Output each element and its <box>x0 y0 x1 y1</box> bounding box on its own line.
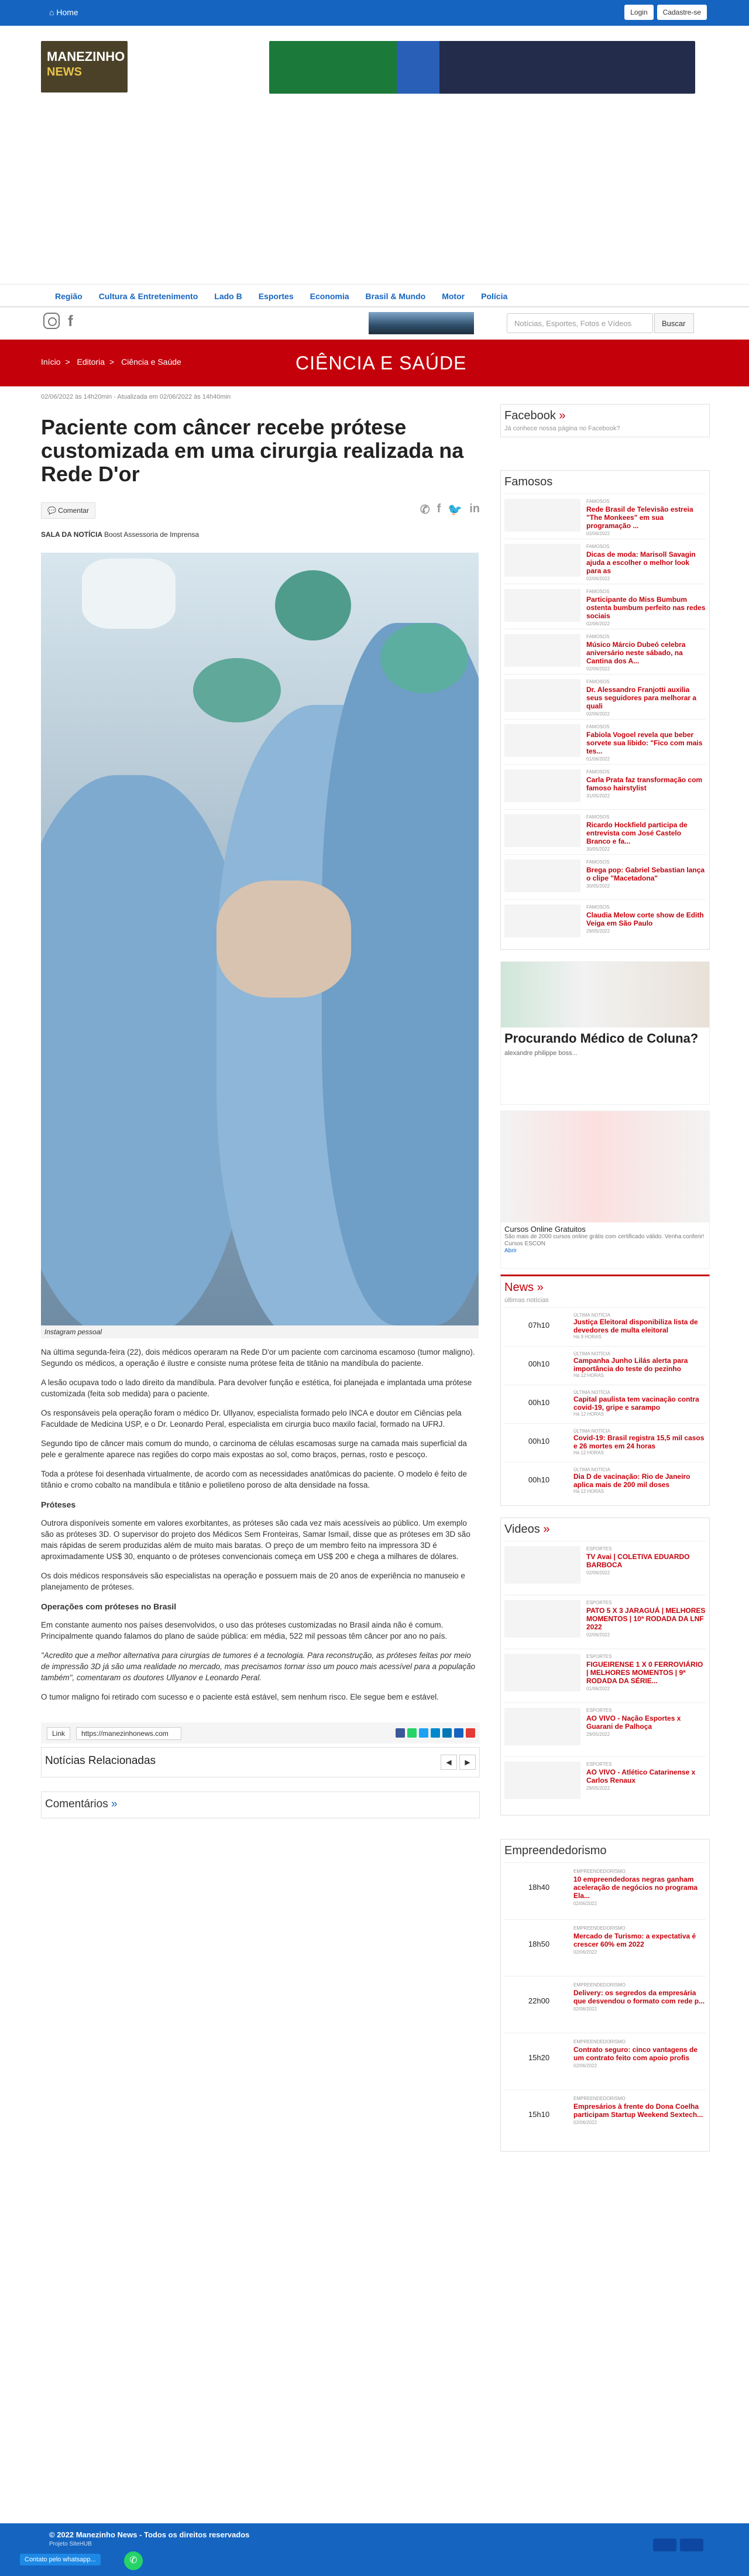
video-thumbnail[interactable] <box>504 1762 580 1799</box>
item-text <box>586 859 706 895</box>
item-time: 00h10 <box>528 1359 550 1368</box>
section-header <box>0 340 749 386</box>
list-item[interactable] <box>504 1307 706 1346</box>
subheading: Próteses <box>41 1500 76 1509</box>
item-time: 15h20 <box>528 2053 550 2062</box>
search-input[interactable]: Notícias, Esportes, Fotos e Vídeos <box>507 313 653 333</box>
list-item[interactable] <box>504 899 706 944</box>
item-time: 00h10 <box>528 1437 550 1445</box>
item-date: 30/05/2022 <box>586 883 610 889</box>
item-text <box>573 1390 706 1419</box>
thumbnail[interactable] <box>504 905 580 937</box>
item-text <box>573 1869 706 1913</box>
item-category: ESPORTES <box>586 1708 612 1713</box>
item-date: Há 9 HORAS <box>573 1334 602 1340</box>
list-item[interactable] <box>504 1423 706 1462</box>
linkedin-icon[interactable] <box>442 1728 452 1738</box>
item-headline[interactable]: AO VIVO - Nação Esportes x Guarani de Palhoça <box>586 1714 681 1731</box>
paragraph: Em constante aumento nos países desenvolvidos, o uso das próteses customizadas no Brasil ainda não é comum. Principalmente quando falamos do plano de saúde pública: em média, 522 mil pessoas têm câncer por ano no país. <box>41 1621 448 1640</box>
twitter-icon[interactable] <box>419 1728 428 1738</box>
ad-banner[interactable] <box>269 41 695 94</box>
list-item[interactable] <box>504 1756 706 1810</box>
list-item[interactable] <box>504 719 706 764</box>
nav-item-5[interactable]: Brasil & Mundo <box>365 292 426 301</box>
item-text <box>586 905 706 940</box>
item-category: FAMOSOS <box>586 544 610 549</box>
item-time: 00h10 <box>528 1475 550 1484</box>
comment-button[interactable]: 💬 Comentar <box>41 502 95 519</box>
item-date: 29/05/2022 <box>586 929 610 934</box>
subheading: Operações com próteses no Brasil <box>41 1602 177 1611</box>
item-category: ÚLTIMA NOTÍCIA <box>573 1467 610 1472</box>
item-date: 02/06/2022 <box>586 1570 610 1575</box>
item-time: 22h00 <box>528 1996 550 2005</box>
list-item[interactable] <box>504 674 706 719</box>
item-category: FAMOSOS <box>586 859 610 865</box>
list-item[interactable] <box>504 1976 706 2033</box>
nav-item-4[interactable]: Economia <box>310 292 349 301</box>
item-text <box>586 589 706 624</box>
item-time: 18h40 <box>528 1883 550 1892</box>
item-time: 18h50 <box>528 1940 550 1948</box>
item-headline[interactable]: Delivery: os segredos da empresária que desvendou o formato com rede p... <box>573 1989 705 2005</box>
item-category: FAMOSOS <box>586 634 610 639</box>
list-item[interactable] <box>504 1862 706 1919</box>
item-headline[interactable]: Dr. Alessandro Franjotti auxilia seus seguidores para melhorar a quali <box>586 686 697 710</box>
article-author: SALA DA NOTÍCIA Boost Assessoria de Imprensa <box>41 530 200 539</box>
signup-button[interactable]: Cadastre-se <box>657 5 707 20</box>
quote-paragraph: "Acredito que a melhor alternativa para cirurgias de tumores é a tecnologia. Para reconstrução, as próteses feitas por meio de impressão 3D já são uma realidade no mercado, mas precisamos tornar isso um pouco mais acessível para a população também", comentaram os doutores Ullyanov e Leonardo Peral. <box>41 1651 476 1682</box>
item-text <box>573 2039 706 2084</box>
article <box>41 393 480 1818</box>
item-headline[interactable]: Justiça Eleitoral disponibiliza lista de devedores de multa eleitoral <box>573 1318 698 1334</box>
videos-widget: Videos » ESPORTES TV Avai | COLETIVA EDUARDO BARBOCA 02/06/2022 ESPORTES PATO 5 X 3 JARAGUÁ | MELHORES MOMENTOS | 10ª RODADA DA LNF 2022 02/06/2022 ESPORTES FIGUEIRENSE 1 X 0 FERROVIÁRIO | MELHORES MOMENTOS | 9ª RODADA DA SÉRIE... 01/06/2022 ESPORTES AO VIVO - Nação Esportes x Guarani de Palhoça 29/05/2022 ESPORTES AO VIVO - Atlético Catarinense x Carlos Renaux 29/05/2022 <box>500 1517 710 1815</box>
item-headline[interactable]: Brega pop: Gabriel Sebastian lança o clipe "Macetadona" <box>586 866 705 882</box>
item-headline[interactable]: Ricardo Hockfield participa de entrevista com José Castelo Branco e fa... <box>586 821 688 845</box>
item-date: Há 12 HORAS <box>573 1373 604 1378</box>
item-headline[interactable]: Covid-19: Brasil registra 15,5 mil casos e 26 mortes em 24 horas <box>573 1434 705 1450</box>
item-text <box>573 1467 706 1496</box>
weather-widget <box>369 312 474 334</box>
item-date: 01/06/2022 <box>586 1686 610 1691</box>
list-item[interactable] <box>504 809 706 854</box>
list-item[interactable] <box>504 764 706 809</box>
top-bar <box>0 0 749 26</box>
footer-logo <box>680 2539 703 2551</box>
famosos-widget: Famosos FAMOSOS Rede Brasil de Televisão estreia "The Monkees" em sua programação ... 02/06/2022 FAMOSOS Dicas de moda: Marisoll Savagin ajuda a escolher o melhor look para as 02/06/2022 FAMOSOS Participante do Miss Bumbum ostenta bumbum perfeito nas redes sociais 02/06/2022 FAMOSOS Músico Márcio Dubeó celebra aniversário neste sábado, na Cantina dos A... 02/06/2022 FAMOSOS Dr. Alessandro Franjotti auxilia seus seguidores para melhorar a quali 02/06/2022 FAMOSOS Fabiola Vogoel revela que beber sorvete sua libido: "Fico com mais tes... 01/06/2022 FAMOSOS Carla Prata faz transformação com famoso hairstylist 31/05/2022 FAMOSOS Ricardo Hockfield participa de entrevista com José Castelo Branco e fa... 30/05/2022 FAMOSOS Brega pop: Gabriel Sebastian lança o clipe "Macetadona" 30/05/2022 FAMOSOS Claudia Melow corte show de Edith Veiga em São Paulo 29/05/2022 <box>500 470 710 950</box>
link-url-field[interactable]: https://manezinhonews.com <box>76 1727 181 1740</box>
twitter-share-icon[interactable]: 🐦 <box>448 503 463 516</box>
item-text <box>586 724 706 762</box>
thumbnail[interactable] <box>504 724 580 757</box>
item-category: ÚLTIMA NOTÍCIA <box>573 1390 610 1395</box>
paragraph: Na última segunda-feira (22), dois médicos operaram na Rede D'or um paciente com carcinoma escamoso (tumor maligno). Segundo os médicos, a operação é ilustre e consiste numa prótese feita de titânio na mandíbula do paciente. <box>41 1348 475 1368</box>
article-meta: 02/06/2022 às 14h20min - Atualizada em 02/06/2022 às 14h40min <box>41 393 231 400</box>
item-date: 29/05/2022 <box>586 1786 610 1791</box>
item-headline[interactable]: Campanha Junho Lilás alerta para importância do teste do pezinho <box>573 1356 688 1373</box>
linkedin-share-icon[interactable]: in <box>469 502 480 515</box>
item-category: ESPORTES <box>586 1546 612 1551</box>
list-item[interactable] <box>504 1919 706 1976</box>
item-headline[interactable]: 10 empreendedoras negras ganham aceleração de negócios no programa Ela... <box>573 1875 698 1900</box>
item-date: 01/06/2022 <box>586 756 610 762</box>
link-label: Link <box>47 1727 70 1740</box>
facebook-widget: Facebook » Já conhece nossa página no Facebook? <box>500 404 710 437</box>
item-category: FAMOSOS <box>586 499 610 504</box>
list-item[interactable] <box>504 629 706 674</box>
footer-logo <box>653 2539 676 2551</box>
item-text <box>586 1762 706 1806</box>
list-item[interactable] <box>504 539 706 584</box>
home-link[interactable]: ⌂ Home <box>49 8 78 17</box>
nav-item-3[interactable]: Esportes <box>258 292 294 301</box>
item-category: EMPREENDEDORISMO <box>573 1982 626 1988</box>
video-thumbnail[interactable] <box>504 1600 580 1638</box>
item-category: ESPORTES <box>586 1762 612 1767</box>
list-item[interactable] <box>504 1595 706 1649</box>
item-text <box>586 814 706 852</box>
next-arrow-icon[interactable]: ▶ <box>459 1755 476 1770</box>
item-headline[interactable]: Empresários à frente do Dona Coelha participam Startup Weekend Sextech... <box>573 2102 703 2119</box>
email-icon[interactable] <box>454 1728 463 1738</box>
more-share-icon[interactable] <box>466 1728 475 1738</box>
item-category: FAMOSOS <box>586 589 610 594</box>
item-text <box>586 1654 706 1698</box>
item-category: EMPREENDEDORISMO <box>573 1926 626 1931</box>
item-category: ESPORTES <box>586 1654 612 1659</box>
facebook-icon[interactable]: f <box>68 312 73 330</box>
list-item[interactable] <box>504 2033 706 2089</box>
list-item[interactable] <box>504 584 706 629</box>
comments-header: Comentários » <box>41 1791 480 1818</box>
thumbnail[interactable] <box>504 859 580 892</box>
item-text <box>586 544 706 579</box>
item-text <box>586 1708 706 1752</box>
breadcrumb-editoria[interactable]: Editoria <box>77 357 105 366</box>
breadcrumb: Início > Editoria > Ciência e Saúde <box>41 357 181 366</box>
item-date: 30/05/2022 <box>586 847 610 852</box>
item-date: 31/05/2022 <box>586 793 610 799</box>
search-button[interactable]: Buscar <box>654 313 694 333</box>
related-news: Notícias Relacionadas ◀ ▶ <box>41 1747 480 1777</box>
item-date: 02/06/2022 <box>586 576 610 581</box>
paragraph: Toda a prótese foi desenhada virtualmente, de acordo com as necessidades anatômicas do paciente. O modelo é feito de titânio e cromo cobalto na mandíbula e titânio e polietileno poroso de alta densidade na fossa. <box>41 1469 467 1489</box>
item-date: Há 12 HORAS <box>573 1489 604 1494</box>
nav-item-7[interactable]: Polícia <box>481 292 508 301</box>
item-date: 02/06/2022 <box>573 2063 597 2068</box>
item-category: FAMOSOS <box>586 679 610 684</box>
item-date: 29/05/2022 <box>586 1732 610 1737</box>
item-headline[interactable]: TV Avai | COLETIVA EDUARDO BARBOCA <box>586 1553 690 1569</box>
photo-caption: Instagram pessoal <box>41 1325 479 1338</box>
item-category: FAMOSOS <box>586 724 610 729</box>
item-time: 00h10 <box>528 1398 550 1407</box>
item-text <box>573 1351 706 1380</box>
breadcrumb-section[interactable]: Ciência e Saúde <box>121 357 181 366</box>
paragraph: Outrora disponíveis somente em valores exorbitantes, as próteses são cada vez mais acessíveis ao público. Um exemplo são as próteses 3D. O supervisor do projeto dos Médicos Sem Fronteiras, Samar Ismail, disse que as próteses em 3D são mais rápidas de serem produzidas além de muito mais baratas. O preço de um membro feito na impressora 3D é aproximadamente US$ 30, enquanto o de próteses convencionais começa em US$ 200 e chega a milhares de dólares. <box>41 1519 470 1561</box>
item-headline[interactable]: Dicas de moda: Marisoll Savagin ajuda a escolher o melhor look para as <box>586 550 696 575</box>
item-text <box>573 1982 706 2027</box>
whatsapp-share-icon[interactable]: ✆ <box>420 503 430 516</box>
item-headline[interactable]: Rede Brasil de Televisão estreia "The Monkees" em sua programação ... <box>586 505 693 530</box>
item-headline[interactable]: Mercado de Turismo: a expectativa é crescer 60% em 2022 <box>573 1932 696 1948</box>
item-text <box>573 1313 706 1341</box>
item-date: 02/06/2022 <box>586 711 610 717</box>
news-widget: News » últimas notícias 07h10 ÚLTIMA NOTÍCIA Justiça Eleitoral disponibiliza lista de devedores de multa eleitoral Há 9 HORAS 00h10 ÚLTIMA NOTÍCIA Campanha Junho Lilás alerta para importância do teste do pezinho Há 12 HORAS 00h10 ÚLTIMA NOTÍCIA Capital paulista tem vacinação contra covid-19, gripe e sarampo Há 12 HORAS 00h10 ÚLTIMA NOTÍCIA Covid-19: Brasil registra 15,5 mil casos e 26 mortes em 24 horas Há 12 HORAS 00h10 ÚLTIMA NOTÍCIA Dia D de vacinação: Rio de Janeiro aplica mais de 200 mil doses Há 12 HORAS <box>500 1275 710 1506</box>
item-category: FAMOSOS <box>586 905 610 910</box>
nav-item-1[interactable]: Cultura & Entretenimento <box>98 292 198 301</box>
thumbnail[interactable] <box>504 634 580 667</box>
video-thumbnail[interactable] <box>504 1708 580 1745</box>
nav-item-6[interactable]: Motor <box>442 292 465 301</box>
item-text <box>586 769 706 804</box>
facebook-share-icon[interactable]: f <box>437 502 441 515</box>
nav-item-0[interactable]: Região <box>55 292 83 301</box>
item-date: 02/06/2022 <box>573 2120 597 2125</box>
item-date: 02/06/2022 <box>573 2006 597 2012</box>
item-headline[interactable]: Fabiola Vogoel revela que beber sorvete sua libido: "Fico com mais tes... <box>586 731 703 755</box>
telegram-icon[interactable] <box>431 1728 440 1738</box>
main-nav <box>0 284 749 307</box>
article-title: Paciente com câncer recebe prótese customizada em uma cirurgia realizada na Rede D'or <box>41 415 464 486</box>
nav-item-2[interactable]: Lado B <box>214 292 242 301</box>
item-headline[interactable]: Dia D de vacinação: Rio de Janeiro aplica mais de 200 mil doses <box>573 1472 690 1489</box>
ad-cursos[interactable]: Cursos Online Gratuitos São mais de 2000 cursos online grátis com certificado válido. Venha conferir! Cursos ESCON Abrir <box>500 1111 710 1269</box>
item-date: 02/06/2022 <box>586 1632 610 1638</box>
item-text <box>586 1600 706 1644</box>
list-item[interactable] <box>504 1703 706 1756</box>
facebook-icon[interactable] <box>396 1728 405 1738</box>
item-category: ÚLTIMA NOTÍCIA <box>573 1429 610 1434</box>
item-text <box>586 499 706 534</box>
item-category: ÚLTIMA NOTÍCIA <box>573 1351 610 1356</box>
item-headline[interactable]: PATO 5 X 3 JARAGUÁ | MELHORES MOMENTOS | 10ª RODADA DA LNF 2022 <box>586 1606 706 1631</box>
article-photo <box>41 553 479 1325</box>
empreendedorismo-widget: Empreendedorismo 18h40 EMPREENDEDORISMO 10 empreendedoras negras ganham aceleração de negócios no programa Ela... 02/06/2022 18h50 EMPREENDEDORISMO Mercado de Turismo: a expectativa é crescer 60% em 2022 02/06/2022 22h00 EMPREENDEDORISMO Delivery: os segredos da empresária que desvendou o formato com rede p... 02/06/2022 15h20 EMPREENDEDORISMO Contrato seguro: cinco vantagens de um contrato feito com apoio profis 02/06/2022 15h10 EMPREENDEDORISMO Empresários à frente do Dona Coelha participam Startup Weekend Sextech... 02/06/2022 <box>500 1839 710 2152</box>
footer: © 2022 Manezinho News - Todos os direitos reservados Projeto SiteHUB Contato pelo whatsapp... ✆ <box>0 2523 749 2576</box>
item-text <box>586 1546 706 1590</box>
item-text <box>573 1926 706 1970</box>
whatsapp-icon[interactable]: ✆ <box>124 2551 143 2570</box>
item-date: 02/06/2022 <box>586 621 610 626</box>
whatsapp-contact-button[interactable]: Contato pelo whatsapp... <box>20 2554 101 2565</box>
item-date: 02/06/2022 <box>573 1901 597 1906</box>
item-date: 02/06/2022 <box>573 1950 597 1955</box>
video-thumbnail[interactable] <box>504 1546 580 1584</box>
item-headline[interactable]: Participante do Miss Bumbum ostenta bumbum perfeito nas redes sociais <box>586 595 706 620</box>
video-thumbnail[interactable] <box>504 1654 580 1691</box>
item-category: ESPORTES <box>586 1600 612 1605</box>
item-headline[interactable]: Contrato seguro: cinco vantagens de um contrato feito com apoio profis <box>573 2046 698 2062</box>
item-time: 07h10 <box>528 1321 550 1330</box>
item-text <box>573 1429 706 1457</box>
item-date: 02/06/2022 <box>586 531 610 536</box>
whatsapp-icon[interactable] <box>407 1728 417 1738</box>
section-title: CIÊNCIA E SAÚDE <box>296 352 467 374</box>
ad-medico[interactable]: Procurando Médico de Coluna? alexandre philippe boss... <box>500 961 710 1105</box>
thumbnail[interactable] <box>504 589 580 622</box>
sidebar <box>500 404 710 2163</box>
item-category: FAMOSOS <box>586 814 610 820</box>
item-text <box>586 679 706 717</box>
item-headline[interactable]: Carla Prata faz transformação com famoso hairstylist <box>586 776 703 792</box>
thumbnail[interactable] <box>504 499 580 532</box>
item-date: 02/06/2022 <box>586 666 610 672</box>
item-category: ÚLTIMA NOTÍCIA <box>573 1313 610 1318</box>
thumbnail[interactable] <box>504 769 580 802</box>
item-headline[interactable]: AO VIVO - Atlético Catarinense x Carlos Renaux <box>586 1768 696 1784</box>
paragraph: Os dois médicos responsáveis são especialistas na operação e possuem mais de 20 anos de experiência no manuseio e planejamento de próteses. <box>41 1571 465 1591</box>
item-category: FAMOSOS <box>586 769 610 775</box>
breadcrumb-home[interactable]: Início <box>41 357 61 366</box>
item-date: Há 12 HORAS <box>573 1450 604 1455</box>
list-item[interactable] <box>504 1649 706 1703</box>
paragraph: Os responsáveis pela operação foram o médico Dr. Ullyanov, especialista formado pelo INCA e doutor em Ciências pela Faculdade de Medicina USP, e o Dr. Leonardo Peral, especialista em cirurgia buco maxilo facial, formado na UFRJ. <box>41 1409 462 1429</box>
item-headline[interactable]: Capital paulista tem vacinação contra covid-19, gripe e sarampo <box>573 1395 699 1412</box>
site-logo[interactable]: MANEZINHO NEWS <box>41 41 128 93</box>
list-item[interactable] <box>504 854 706 899</box>
item-category: EMPREENDEDORISMO <box>573 2096 626 2101</box>
thumbnail[interactable] <box>504 544 580 577</box>
instagram-icon[interactable] <box>43 313 60 329</box>
item-headline[interactable]: FIGUEIRENSE 1 X 0 FERROVIÁRIO | MELHORES MOMENTOS | 9ª RODADA DA SÉRIE... <box>586 1660 703 1685</box>
article-body <box>41 1347 480 1703</box>
item-text <box>573 2096 706 2140</box>
item-headline[interactable]: Músico Márcio Dubeó celebra aniversário neste sábado, na Cantina dos A... <box>586 640 686 665</box>
paragraph: O tumor maligno foi retirado com sucesso e o paciente está estável, sem nenhum risco. Ele segue bem e estável. <box>41 1693 439 1701</box>
paragraph: Segundo tipo de câncer mais comum do mundo, o carcinoma de células escamosas surge na camada mais superficial da pele e geralmente aparece nas regiões do corpo mais expostas ao sol, como braços, pernas, rosto e pescoço. <box>41 1439 467 1459</box>
thumbnail[interactable] <box>504 679 580 712</box>
list-item[interactable] <box>504 1385 706 1423</box>
item-headline[interactable]: Claudia Melow corte show de Edith Veiga em São Paulo <box>586 911 704 927</box>
list-item[interactable] <box>504 1346 706 1385</box>
item-category: EMPREENDEDORISMO <box>573 2039 626 2044</box>
list-item[interactable] <box>504 1462 706 1501</box>
item-time: 15h10 <box>528 2110 550 2119</box>
prev-arrow-icon[interactable]: ◀ <box>441 1755 457 1770</box>
item-category: EMPREENDEDORISMO <box>573 1869 626 1874</box>
share-link-row <box>41 1722 480 1743</box>
list-item[interactable] <box>504 1541 706 1595</box>
item-date: Há 12 HORAS <box>573 1412 604 1417</box>
paragraph: A lesão ocupava todo o lado direito da mandíbula. Para devolver função e estética, foi planejada e implantada uma prótese customizada (feita sob medida) para o paciente. <box>41 1378 472 1398</box>
list-item[interactable] <box>504 494 706 539</box>
login-button[interactable]: Login <box>624 5 653 20</box>
thumbnail[interactable] <box>504 814 580 847</box>
item-text <box>586 634 706 672</box>
list-item[interactable] <box>504 2089 706 2146</box>
